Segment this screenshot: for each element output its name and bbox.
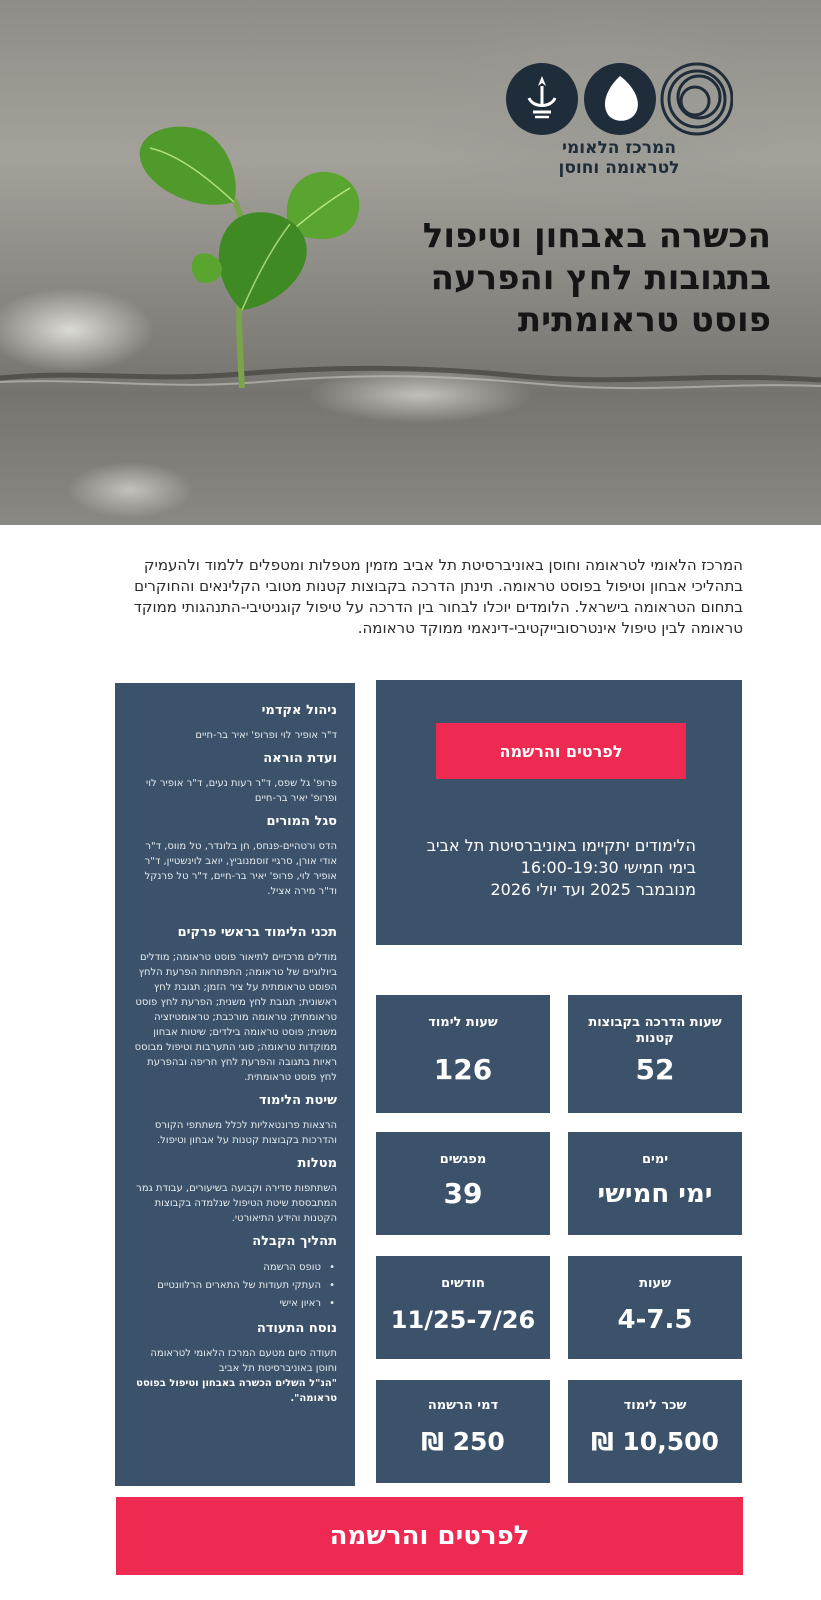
admission-list xyxy=(129,1259,337,1313)
hero-title-line-1: הכשרה באבחון וטיפול xyxy=(422,216,771,256)
stat-label: שעות הדרכה בקבוצות קטנות xyxy=(588,1015,722,1046)
stat-months xyxy=(376,1256,550,1359)
details-register-button[interactable]: לפרטים והרשמה xyxy=(436,723,686,779)
stat-registration-fee xyxy=(376,1380,550,1483)
method-text: הרצאות פרונטאליות לכלל משתתפי הקורס והדרכות בקבוצות קטנות על אבחון וטיפול. xyxy=(154,1120,337,1146)
hero-title-line-2: בתגובות לחץ והפרעה xyxy=(430,258,771,298)
logo-circles-icon xyxy=(662,64,732,134)
committee-text: פרופ' גל שפס, ד"ר רעות נעים, ד"ר אופיר לוי ופרופ' יאיר בר-חיים xyxy=(146,778,337,804)
academic-heading: ניהול אקדמי xyxy=(261,703,337,718)
schedule-line-1: הלימודים יתקיימו באוניברסיטת תל אביב xyxy=(426,836,696,855)
stat-tuition xyxy=(568,1380,742,1483)
stat-value: 39 xyxy=(443,1177,483,1210)
stone-crack-icon xyxy=(0,360,821,400)
stat-study-hours xyxy=(376,995,550,1113)
stat-value: 126 xyxy=(433,1053,493,1086)
stat-label: שעות לימוד xyxy=(428,1015,498,1030)
stat-label: ימים xyxy=(641,1152,669,1167)
admission-item: • ראיון אישי xyxy=(129,1295,337,1313)
stat-value: 11/25-7/26 xyxy=(390,1306,536,1334)
stat-value: 250 ₪ xyxy=(421,1427,505,1456)
stat-value: 10,500 ₪ xyxy=(591,1427,719,1456)
schedule-line-3: מנובמבר 2025 ועד יולי 2026 xyxy=(490,880,696,899)
stat-label: שעות xyxy=(639,1276,671,1291)
tasks-heading: מטלות xyxy=(297,1156,337,1171)
hero-banner xyxy=(0,0,821,525)
tasks-text: השתתפות סדירה וקבועה בשיעורים, עבודת גמר המתבססת שיטת הטיפול שנלמדה בקבוצות הקטנות והידע התיאורטי. xyxy=(136,1183,337,1224)
logo-drop-icon xyxy=(584,63,656,135)
curriculum-heading: תכני הלימוד בראשי פרקים xyxy=(177,925,337,940)
academic-text: ד"ר אופיר לוי ופרופ' יאיר בר-חיים xyxy=(195,730,337,741)
center-logo xyxy=(505,62,733,182)
register-cta-button[interactable]: לפרטים והרשמה xyxy=(116,1497,743,1575)
admission-item: • העתקי תעודות של התארים הרלוונטיים xyxy=(129,1277,337,1295)
stat-hours xyxy=(568,1256,742,1359)
admission-item: • טופס הרשמה xyxy=(129,1259,337,1277)
stat-label: שכר לימוד xyxy=(623,1398,687,1413)
stat-label: מפגשים xyxy=(439,1152,487,1167)
staff-heading: סגל המורים xyxy=(266,814,337,829)
sprout-image xyxy=(130,120,370,390)
stat-value: 4-7.5 xyxy=(617,1305,693,1335)
stat-days xyxy=(568,1132,742,1235)
stat-label: חודשים xyxy=(441,1276,485,1291)
logo-seal-icon xyxy=(506,63,578,135)
logo-line-1: המרכז הלאומי xyxy=(561,138,677,158)
stat-label: דמי הרשמה xyxy=(427,1398,499,1413)
program-details-sidebar xyxy=(115,683,355,1486)
method-heading: שיטת הלימוד xyxy=(258,1093,337,1108)
schedule-line-2: בימי חמישי 16:00-19:30 xyxy=(520,858,696,877)
stat-value: 52 xyxy=(635,1053,675,1086)
certificate-heading: נוסח התעודה xyxy=(256,1321,337,1336)
schedule-box xyxy=(376,680,742,945)
admission-heading: תהליך הקבלה xyxy=(252,1234,337,1249)
hero-title xyxy=(351,215,771,341)
stat-guidance-hours xyxy=(568,995,742,1113)
stat-value: ימי חמישי xyxy=(597,1179,713,1209)
hero-title-line-3: פוסט טראומתית xyxy=(517,300,771,340)
committee-heading: ועדת הוראה xyxy=(263,751,337,766)
curriculum-text: מודלים מרכזיים לתיאור פוסט טראומה; מודלים ביולוגיים של טראומה; התפתחות הפרעת הלחץ הפוסט טראומתית על ציר הזמן; תגובת לחץ ראשונית; תגובת לחץ משנית; הפרעת לחץ פוסט טראומתית; טראומה מורכבת; טראומטיזציה משנית; פוסט טראומה בילדים; שיטות אבחון ממוקדות טראומה; סוגי התערבות וטיפול מבוסס ראיות בתגובה והפרעת לחץ חריפה ובהפרעת לחץ פוסט טראומתית. xyxy=(134,952,337,1083)
logo-line-2: לטראומה וחוסן xyxy=(558,158,680,178)
schedule-text xyxy=(376,835,696,901)
certificate-quote: "הנ"ל השלים הכשרה באבחון וטיפול בפוסט טראומה". xyxy=(136,1378,337,1404)
intro-paragraph: המרכז הלאומי לטראומה וחוסן באוניברסיטת תל אביב מזמין מטפלות ומטפלים ללמוד ולהעמיק בתהליכי אבחון וטיפול בפוסט טראומה. תינתן הדרכה בקבוצות קטנות מטובי הקלינאים והחוקרים בתחום הטראומה בישראל. הלומדים יוכלו לבחור בין הדרכה על טיפול קוגניטיבי-התנהגותי ממוקד טראומה לבין טיפול אינטרסובייקטיבי-דינאמי ממוקד טראומה. xyxy=(133,556,743,637)
staff-text: הדס ורטהיים-פנחס, חן בלונדר, טל מווס, ד"ר אודי אורן, סרגיי זוסמנוביץ, יואב לוינשטיין, ד"ר אופיר לוי, פרופ' יאיר בר-חיים, ד"ר טל פרנקל וד"ר מירה אציל. xyxy=(144,841,337,897)
certificate-text: תעודה סיום מטעם המרכז הלאומי לטראומה וחוסן באוניברסיטת תל אביב xyxy=(150,1348,337,1374)
stat-meetings xyxy=(376,1132,550,1235)
